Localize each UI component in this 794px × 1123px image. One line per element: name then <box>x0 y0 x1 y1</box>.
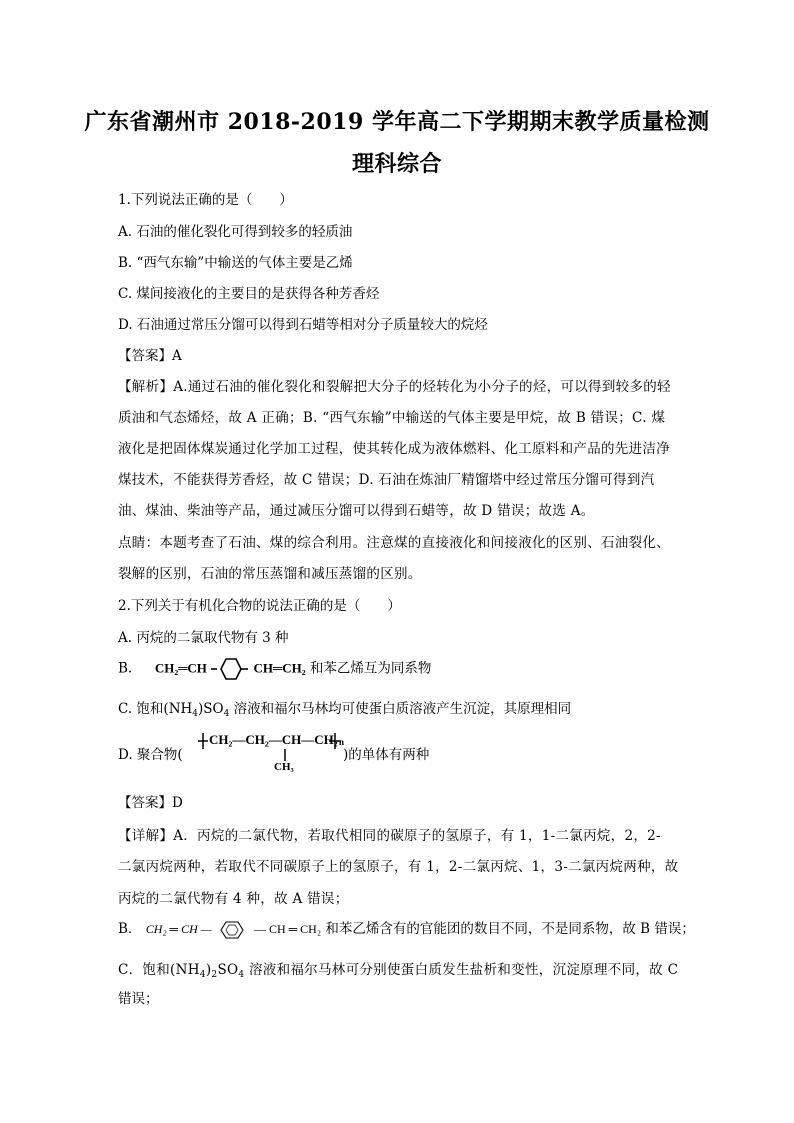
detail-b-label: B． <box>118 921 142 937</box>
question-2-option-c <box>118 697 571 719</box>
question-1-answer: 【答案】A <box>118 348 182 364</box>
question-1-analysis-line: 煤技术，不能获得芳香烃，故 C 错误；D. 石油在炼油厂精馏塔中经过常压分馏可得到汽 <box>118 472 655 488</box>
question-2-detail-line: 【详解】A．丙烷的二氯代物，若取代相同的碳原子的氢原子，有 1，1-二氯丙烷，2，2- <box>118 828 661 844</box>
question-1-analysis-line: 液化是把固体煤炭通过化学加工过程，使其转化成为液体燃料、化工原料和产品的先进洁净 <box>118 441 670 457</box>
divinylbenzene-formula-right: CH═CH₂ <box>253 660 306 676</box>
question-2-answer: 【答案】D <box>118 795 183 811</box>
document-title: 广东省潮州市 2018-2019 学年高二下学期期末教学质量检测 <box>84 109 710 135</box>
detail-c-text: C．饱和(NH <box>118 962 200 978</box>
polymer-chain: CH₂—CH₂—CH—CH₂ <box>209 732 338 747</box>
subscript: 4 <box>199 970 206 980</box>
question-1-stem: 1.下列说法正确的是（ ） <box>118 192 293 208</box>
question-2-detail-c <box>118 958 678 980</box>
polymer-methyl-branch: CH₃ <box>274 761 294 773</box>
detail-b-formula-left: CH₂ ═ CH — <box>145 922 212 936</box>
question-1-comment-line: 裂解的区别，石油的常压蒸馏和减压蒸馏的区别。 <box>118 566 422 582</box>
benzene-ring-icon <box>211 654 249 684</box>
question-2-option-d-label: D. 聚合物( <box>118 747 183 763</box>
question-2-detail-line: 丙烷的二氯代物有 4 种，故 A 错误； <box>118 891 349 907</box>
polymer-n: n <box>339 737 345 747</box>
detail-b-formula-right: — CH ═ CH₂ <box>254 922 322 936</box>
question-2-detail-c-line2: 错误； <box>118 991 159 1007</box>
subscript: 4 <box>238 970 245 980</box>
detail-b-text: 和苯乙烯含有的官能团的数目不同，不是同系物，故 B 错误； <box>325 921 695 937</box>
subscript: 4 <box>192 709 199 719</box>
benzene-ring-icon <box>216 918 250 942</box>
document-subtitle: 理科综合 <box>351 151 442 177</box>
divinylbenzene-formula-left: CH₂═CH <box>154 660 207 676</box>
question-1-option-c: C. 煤间接液化的主要目的是获得各种芳香烃 <box>118 286 380 302</box>
option-c-text: )SO <box>198 701 224 717</box>
question-1-option-b: B. “西气东输”中输送的气体主要是乙烯 <box>118 255 353 271</box>
detail-c-text: 溶液和福尔马林可分别使蛋白质发生盐析和变性，沉淀原理不同，故 C <box>244 962 679 978</box>
detail-c-text: SO <box>217 962 239 978</box>
question-1-analysis-line: 【解析】A.通过石油的催化裂化和裂解把大分子的烃转化为小分子的烃，可以得到较多的轻 <box>118 379 671 395</box>
subscript: 2 <box>211 970 218 980</box>
option-b-text: 和苯乙烯互为同系物 <box>309 660 432 677</box>
question-1-option-a: A. 石油的催化裂化可得到较多的轻质油 <box>118 224 353 240</box>
question-2-detail-line: 二氯丙烷两种，若取代不同碳原子上的氢原子，有 1，2-二氯丙烷、1，3-二氯丙烷两种，故 <box>118 859 679 875</box>
subscript: 4 <box>223 709 230 719</box>
question-2-stem: 2.下列关于有机化合物的说法正确的是（ ） <box>118 598 401 614</box>
option-c-text: C. 饱和(NH <box>118 701 193 717</box>
question-2-option-a: A. 丙烷的二氯取代物有 3 种 <box>118 630 289 646</box>
question-2-option-b <box>118 654 431 684</box>
option-b-label: B. <box>118 660 133 677</box>
polymer-structure <box>198 727 348 777</box>
question-2-detail-b <box>118 917 695 942</box>
option-c-text: 溶液和福尔马林均可使蛋白质溶液产生沉淀，其原理相同 <box>229 701 572 717</box>
detail-c-text: ) <box>205 962 212 978</box>
question-2-option-d-text: )的单体有两种 <box>343 747 430 763</box>
question-1-option-d: D. 石油通过常压分馏可以得到石蜡等相对分子质量较大的烷烃 <box>118 317 488 333</box>
question-1-analysis-line: 质油和气态烯烃，故 A 正确；B. “西气东输”中输送的气体主要是甲烷，故 B 错误；C. 煤 <box>118 410 666 426</box>
question-1-analysis-line: 油、煤油、柴油等产品，通过减压分馏可以得到石蜡等，故 D 错误；故选 A。 <box>118 503 595 519</box>
question-1-comment-line: 点睛：本题考查了石油、煤的综合利用。注意煤的直接液化和间接液化的区别、石油裂化、 <box>118 535 670 551</box>
